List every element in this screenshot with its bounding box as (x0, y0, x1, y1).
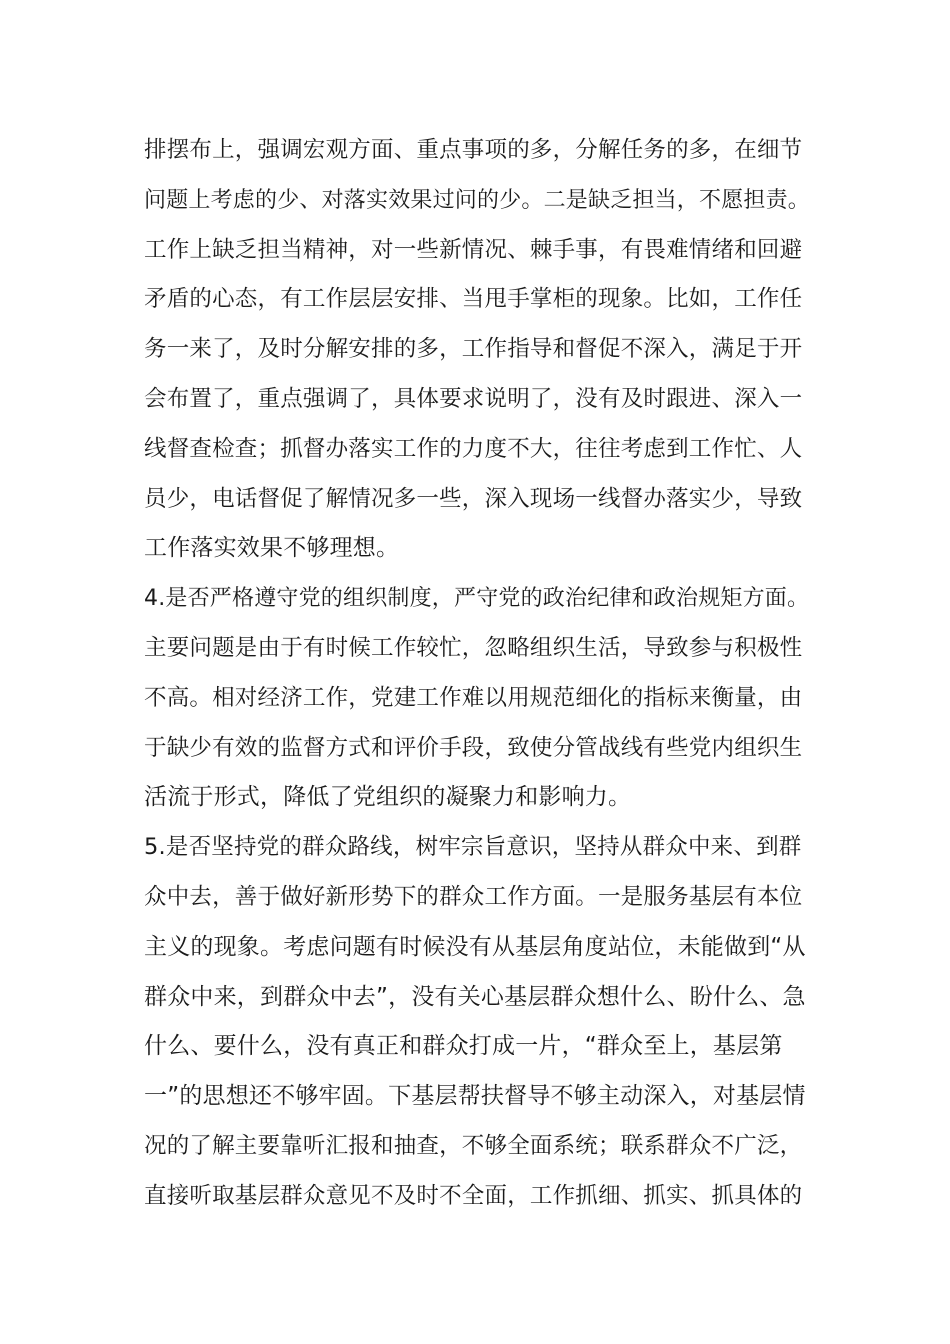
text-line: 群众中来，到群众中去”，没有关心基层群众想什么、盼什么、急 (144, 983, 806, 1010)
section-heading-line: 4.是否严格遵守党的组织制度，严守党的政治纪律和政治规矩方面。 (144, 586, 810, 612)
text-line: 一”的思想还不够牢固。下基层帮扶督导不够主动深入，对基层情 (144, 1083, 806, 1110)
text-line: 众中去，善于做好新形势下的群众工作方面。一是服务基层有本位 (144, 883, 803, 910)
text-line: 会布置了，重点强调了，具体要求说明了，没有及时跟进、深入一 (144, 385, 803, 412)
text-line: 于缺少有效的监督方式和评价手段，致使分管战线有些党内组织生 (144, 734, 803, 761)
text-line: 直接听取基层群众意见不及时不全面，工作抓细、抓实、抓具体的 (144, 1182, 803, 1209)
text-line: 主要问题是由于有时候工作较忙，忽略组织生活，导致参与积极性 (144, 634, 803, 661)
text-line: 员少，电话督促了解情况多一些，深入现场一线督办落实少，导致 (144, 485, 803, 512)
text-line: 排摆布上，强调宏观方面、重点事项的多，分解任务的多，在细节 (144, 137, 803, 163)
section-heading-line: 5.是否坚持党的群众路线，树牢宗旨意识，坚持从群众中来、到群 (144, 834, 802, 861)
text-line: 不高。相对经济工作，党建工作难以用规范细化的指标来衡量，由 (144, 684, 803, 711)
text-line: 矛盾的心态，有工作层层安排、当甩手掌柜的现象。比如，工作任 (144, 286, 803, 313)
text-line: 工作上缺乏担当精神，对一些新情况、棘手事，有畏难情绪和回避 (144, 236, 803, 263)
text-line: 务一来了，及时分解安排的多，工作指导和督促不深入，满足于开 (144, 336, 803, 363)
text-line: 主义的现象。考虑问题有时候没有从基层角度站位，未能做到“从 (144, 933, 806, 960)
text-line: 什么、要什么，没有真正和群众打成一片，“群众至上，基层第 (144, 1033, 783, 1060)
text-line: 工作落实效果不够理想。 (144, 535, 400, 562)
text-line: 况的了解主要靠听汇报和抽查，不够全面系统；联系群众不广泛， (144, 1132, 803, 1159)
text-line: 问题上考虑的少、对落实效果过问的少。二是缺乏担当，不愿担责。 (144, 187, 811, 213)
text-line: 线督查检查；抓督办落实工作的力度不大，往往考虑到工作忙、人 (144, 435, 803, 462)
text-line: 活流于形式，降低了党组织的凝聚力和影响力。 (144, 784, 632, 811)
document-body (144, 126, 812, 1222)
